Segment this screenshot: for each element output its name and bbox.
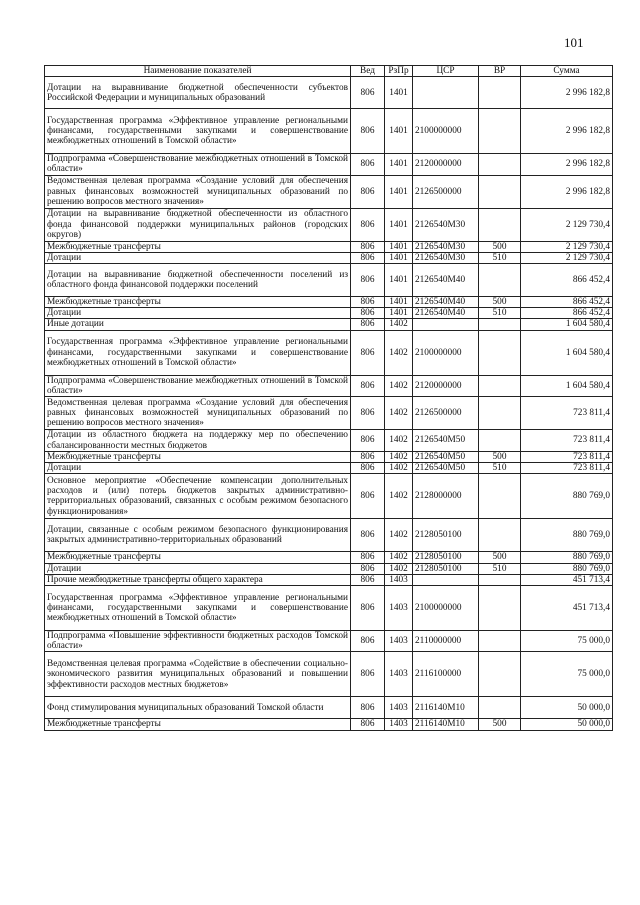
row-name: Фонд стимулирования муниципальных образований Томской области <box>45 697 351 719</box>
row-csr: 2116140М10 <box>413 719 479 730</box>
row-csr: 2100000000 <box>413 586 479 631</box>
row-name: Дотации <box>45 463 351 474</box>
row-name: Государственная программа «Эффективное управление региональными финансами, государственными закупками и совершенствование межбюджетных отношений в Томской области» <box>45 330 351 375</box>
row-sum: 50 000,0 <box>521 719 613 730</box>
row-csr: 2126540М40 <box>413 297 479 308</box>
row-csr: 2126540М50 <box>413 463 479 474</box>
row-ved: 806 <box>351 175 385 208</box>
row-csr: 2120000000 <box>413 154 479 175</box>
row-name: Подпрограмма «Совершенствование межбюджетных отношений в Томской области» <box>45 154 351 175</box>
row-vr <box>479 208 521 241</box>
row-name: Государственная программа «Эффективное управление региональными финансами, государственными закупками и совершенствование межбюджетных отношений в Томской области» <box>45 109 351 154</box>
row-rzpr: 1402 <box>385 552 413 563</box>
row-sum: 2 129 730,4 <box>521 208 613 241</box>
table-row <box>45 463 613 474</box>
row-sum: 75 000,0 <box>521 652 613 697</box>
row-sum: 723 811,4 <box>521 452 613 463</box>
row-vr <box>479 319 521 330</box>
row-rzpr: 1402 <box>385 319 413 330</box>
row-csr: 2126500000 <box>413 397 479 430</box>
table-row <box>45 586 613 631</box>
table-row <box>45 252 613 263</box>
row-ved: 806 <box>351 208 385 241</box>
row-rzpr: 1401 <box>385 264 413 297</box>
row-sum: 866 452,4 <box>521 264 613 297</box>
row-rzpr: 1401 <box>385 175 413 208</box>
row-vr: 500 <box>479 241 521 252</box>
row-rzpr: 1401 <box>385 109 413 154</box>
row-sum: 866 452,4 <box>521 297 613 308</box>
row-rzpr: 1403 <box>385 719 413 730</box>
row-ved: 806 <box>351 697 385 719</box>
table-row <box>45 552 613 563</box>
row-rzpr: 1402 <box>385 397 413 430</box>
row-rzpr: 1402 <box>385 563 413 574</box>
row-csr: 2126540М30 <box>413 208 479 241</box>
row-sum: 723 811,4 <box>521 430 613 452</box>
row-sum: 866 452,4 <box>521 308 613 319</box>
row-name: Дотации на выравнивание бюджетной обеспеченности субъектов Российской Федерации и муниципальных образований <box>45 77 351 109</box>
row-rzpr: 1401 <box>385 308 413 319</box>
row-sum: 880 769,0 <box>521 519 613 552</box>
row-sum: 2 996 182,8 <box>521 109 613 154</box>
row-rzpr: 1403 <box>385 697 413 719</box>
row-name: Ведомственная целевая программа «Содействие в обеспечении социально-экономического развития муниципальных образований и повышении эффективности расходов местных бюджетов» <box>45 652 351 697</box>
row-vr <box>479 652 521 697</box>
row-vr <box>479 430 521 452</box>
row-rzpr: 1401 <box>385 154 413 175</box>
header-vr: ВР <box>479 66 521 77</box>
row-rzpr: 1401 <box>385 252 413 263</box>
row-sum: 880 769,0 <box>521 474 613 519</box>
row-vr: 510 <box>479 252 521 263</box>
row-sum: 1 604 580,4 <box>521 319 613 330</box>
row-csr: 2100000000 <box>413 330 479 375</box>
row-sum: 1 604 580,4 <box>521 330 613 375</box>
row-csr: 2128050100 <box>413 519 479 552</box>
row-csr: 2126540М30 <box>413 241 479 252</box>
table-row <box>45 397 613 430</box>
table-row <box>45 154 613 175</box>
row-rzpr: 1402 <box>385 463 413 474</box>
table-row <box>45 697 613 719</box>
table-row <box>45 330 613 375</box>
row-ved: 806 <box>351 631 385 652</box>
row-name: Межбюджетные трансферты <box>45 452 351 463</box>
row-vr <box>479 154 521 175</box>
row-rzpr: 1401 <box>385 208 413 241</box>
row-csr: 2100000000 <box>413 109 479 154</box>
row-rzpr: 1402 <box>385 375 413 396</box>
table-row <box>45 430 613 452</box>
row-csr: 2126540М40 <box>413 308 479 319</box>
row-ved: 806 <box>351 519 385 552</box>
row-csr: 2126540М50 <box>413 430 479 452</box>
row-csr: 2110000000 <box>413 631 479 652</box>
row-sum: 2 996 182,8 <box>521 77 613 109</box>
row-name: Дотации из областного бюджета на поддержку мер по обеспечению сбалансированности местных бюджетов <box>45 430 351 452</box>
row-ved: 806 <box>351 430 385 452</box>
row-sum: 880 769,0 <box>521 563 613 574</box>
row-vr: 510 <box>479 563 521 574</box>
row-ved: 806 <box>351 264 385 297</box>
row-vr: 500 <box>479 297 521 308</box>
table-row <box>45 631 613 652</box>
row-vr: 500 <box>479 452 521 463</box>
row-csr <box>413 319 479 330</box>
row-vr: 510 <box>479 308 521 319</box>
row-vr <box>479 397 521 430</box>
row-sum: 723 811,4 <box>521 463 613 474</box>
row-rzpr: 1402 <box>385 474 413 519</box>
row-vr: 500 <box>479 719 521 730</box>
row-name: Подпрограмма «Повышение эффективности бюджетных расходов Томской области» <box>45 631 351 652</box>
row-rzpr: 1403 <box>385 631 413 652</box>
table-row <box>45 175 613 208</box>
row-name: Дотации, связанные с особым режимом безопасного функционирования закрытых административно-территориальных образований <box>45 519 351 552</box>
header-ved: Вед <box>351 66 385 77</box>
row-ved: 806 <box>351 397 385 430</box>
row-ved: 806 <box>351 474 385 519</box>
row-ved: 806 <box>351 297 385 308</box>
row-name: Межбюджетные трансферты <box>45 241 351 252</box>
row-ved: 806 <box>351 452 385 463</box>
row-ved: 806 <box>351 252 385 263</box>
row-rzpr: 1402 <box>385 430 413 452</box>
row-vr <box>479 519 521 552</box>
row-ved: 806 <box>351 241 385 252</box>
row-ved: 806 <box>351 719 385 730</box>
table-row <box>45 319 613 330</box>
row-vr <box>479 264 521 297</box>
row-ved: 806 <box>351 330 385 375</box>
row-sum: 75 000,0 <box>521 631 613 652</box>
row-csr: 2126540М50 <box>413 452 479 463</box>
table-row <box>45 474 613 519</box>
row-ved: 806 <box>351 308 385 319</box>
table-row <box>45 77 613 109</box>
row-ved: 806 <box>351 375 385 396</box>
row-ved: 806 <box>351 319 385 330</box>
row-name: Дотации <box>45 308 351 319</box>
row-name: Прочие межбюджетные трансферты общего характера <box>45 574 351 585</box>
row-rzpr: 1403 <box>385 574 413 585</box>
row-vr <box>479 330 521 375</box>
row-sum: 723 811,4 <box>521 397 613 430</box>
page-number: 101 <box>564 35 584 50</box>
table-row <box>45 297 613 308</box>
row-vr <box>479 697 521 719</box>
table-row <box>45 452 613 463</box>
table-row <box>45 519 613 552</box>
row-name: Межбюджетные трансферты <box>45 719 351 730</box>
row-rzpr: 1402 <box>385 452 413 463</box>
row-sum: 2 996 182,8 <box>521 175 613 208</box>
header-rzpr: РзПр <box>385 66 413 77</box>
row-csr <box>413 77 479 109</box>
row-name: Основное мероприятие «Обеспечение компенсации дополнительных расходов и (или) потерь бюджетов закрытых административно-территориальных образований, связанных с особым режимом безопасного функционирования» <box>45 474 351 519</box>
row-csr: 2126540М30 <box>413 252 479 263</box>
row-vr <box>479 77 521 109</box>
row-rzpr: 1401 <box>385 77 413 109</box>
row-csr: 2116140М10 <box>413 697 479 719</box>
row-name: Дотации <box>45 563 351 574</box>
header-name: Наименование показателей <box>45 66 351 77</box>
table-row <box>45 719 613 730</box>
row-csr: 2128050100 <box>413 563 479 574</box>
table-row <box>45 574 613 585</box>
row-csr <box>413 574 479 585</box>
row-name: Ведомственная целевая программа «Создание условий для обеспечения равных финансовых возможностей муниципальных образований по решению вопросов местного значения» <box>45 397 351 430</box>
row-name: Подпрограмма «Совершенствование межбюджетных отношений в Томской области» <box>45 375 351 396</box>
row-name: Государственная программа «Эффективное управление региональными финансами, государственными закупками и совершенствование межбюджетных отношений в Томской области» <box>45 586 351 631</box>
row-rzpr: 1401 <box>385 297 413 308</box>
table-row <box>45 264 613 297</box>
table-row <box>45 241 613 252</box>
row-vr: 500 <box>479 552 521 563</box>
budget-table <box>44 65 613 731</box>
row-vr <box>479 375 521 396</box>
row-name: Дотации на выравнивание бюджетной обеспеченности поселений из областного фонда финансовой поддержки поселений <box>45 264 351 297</box>
row-sum: 2 996 182,8 <box>521 154 613 175</box>
row-sum: 2 129 730,4 <box>521 252 613 263</box>
row-csr: 2128050100 <box>413 552 479 563</box>
row-ved: 806 <box>351 154 385 175</box>
row-vr <box>479 631 521 652</box>
table-row <box>45 563 613 574</box>
header-csr: ЦСР <box>413 66 479 77</box>
row-ved: 806 <box>351 109 385 154</box>
row-csr: 2126540М40 <box>413 264 479 297</box>
row-sum: 2 129 730,4 <box>521 241 613 252</box>
table-row <box>45 652 613 697</box>
row-rzpr: 1401 <box>385 241 413 252</box>
row-vr <box>479 109 521 154</box>
table-header-row <box>45 66 613 77</box>
table-row <box>45 208 613 241</box>
row-name: Межбюджетные трансферты <box>45 552 351 563</box>
row-vr: 510 <box>479 463 521 474</box>
row-rzpr: 1403 <box>385 652 413 697</box>
row-ved: 806 <box>351 574 385 585</box>
row-name: Межбюджетные трансферты <box>45 297 351 308</box>
row-name: Дотации <box>45 252 351 263</box>
table-row <box>45 109 613 154</box>
header-sum: Сумма <box>521 66 613 77</box>
row-vr <box>479 474 521 519</box>
row-csr: 2116100000 <box>413 652 479 697</box>
row-vr <box>479 175 521 208</box>
row-sum: 50 000,0 <box>521 697 613 719</box>
row-ved: 806 <box>351 563 385 574</box>
table-row <box>45 375 613 396</box>
row-rzpr: 1402 <box>385 330 413 375</box>
row-ved: 806 <box>351 652 385 697</box>
row-csr: 2126500000 <box>413 175 479 208</box>
row-rzpr: 1403 <box>385 586 413 631</box>
row-ved: 806 <box>351 586 385 631</box>
row-name: Иные дотации <box>45 319 351 330</box>
row-vr <box>479 574 521 585</box>
row-ved: 806 <box>351 77 385 109</box>
row-ved: 806 <box>351 463 385 474</box>
row-sum: 451 713,4 <box>521 586 613 631</box>
row-name: Дотации на выравнивание бюджетной обеспеченности из областного фонда финансовой поддержки муниципальных районов (городских округов) <box>45 208 351 241</box>
row-vr <box>479 586 521 631</box>
row-sum: 451 713,4 <box>521 574 613 585</box>
row-rzpr: 1402 <box>385 519 413 552</box>
row-sum: 1 604 580,4 <box>521 375 613 396</box>
row-csr: 2120000000 <box>413 375 479 396</box>
row-ved: 806 <box>351 552 385 563</box>
row-name: Ведомственная целевая программа «Создание условий для обеспечения равных финансовых возможностей муниципальных образований по решению вопросов местного значения» <box>45 175 351 208</box>
row-sum: 880 769,0 <box>521 552 613 563</box>
table-row <box>45 308 613 319</box>
row-csr: 2128000000 <box>413 474 479 519</box>
